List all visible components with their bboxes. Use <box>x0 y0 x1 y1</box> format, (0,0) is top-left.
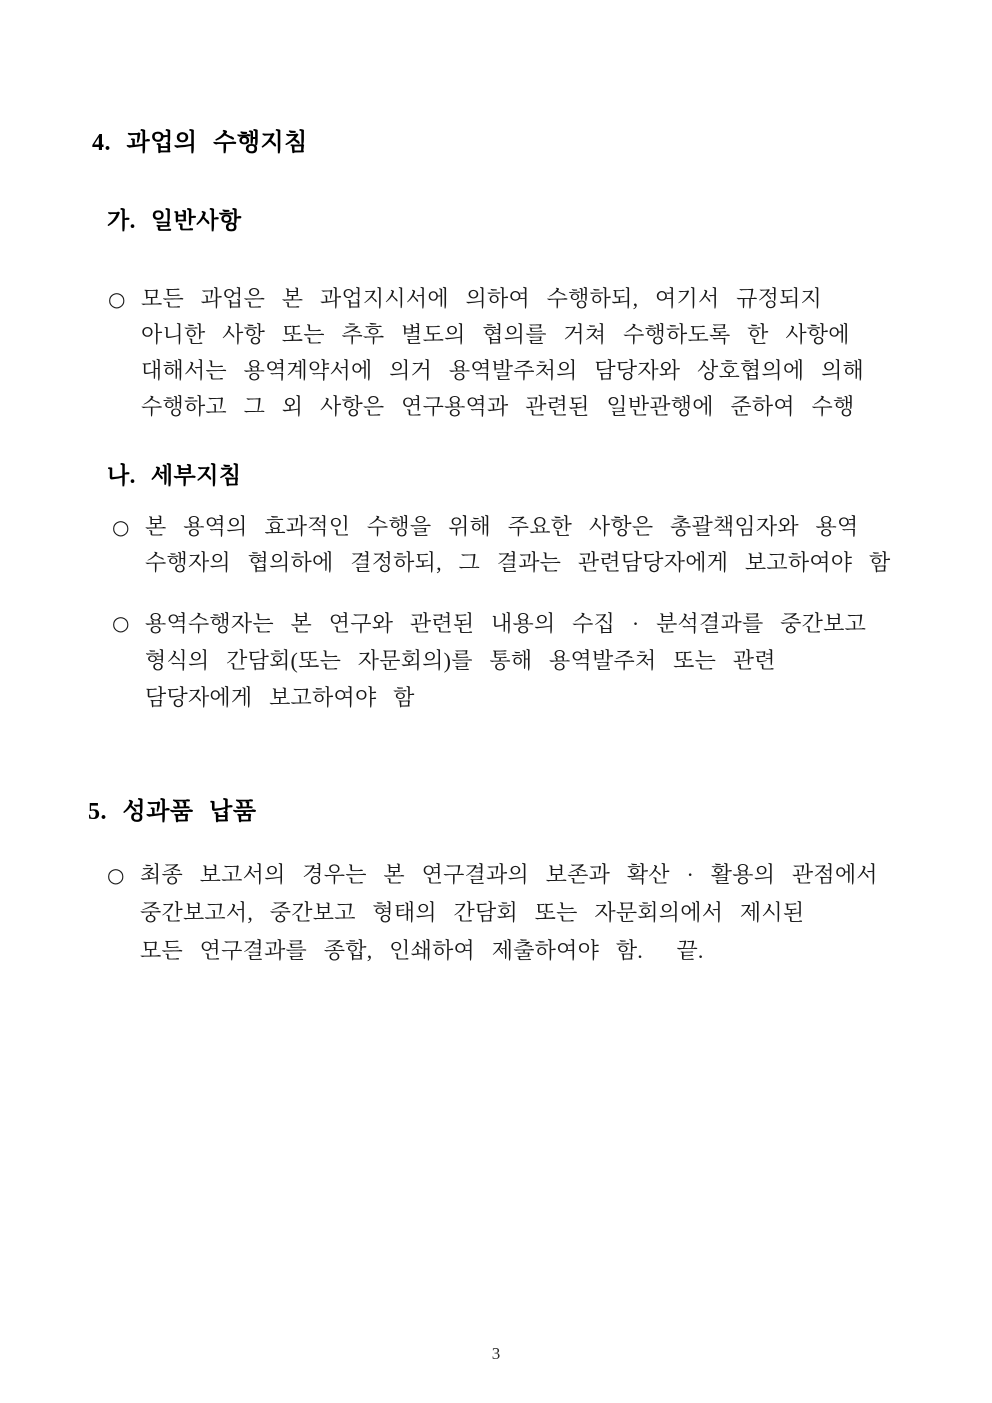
bullet-text <box>145 509 890 581</box>
bullet-line: 대해서는 용역계약서에 의거 용역발주처의 담당자와 상호협의에 의해 <box>141 358 865 383</box>
bullet-line: 수행자의 협의하에 결정하되, 그 결과는 관련담당자에게 보고하여야 함 <box>145 550 891 575</box>
bullet-line: 용역수행자는 본 연구와 관련된 내용의 수집 · 분석결과를 중간보고 <box>145 611 867 636</box>
circle-bullet-icon: ○ <box>112 611 130 635</box>
bullet-line: 최종 보고서의 경우는 본 연구결과의 보존과 확산 · 활용의 관점에서 <box>140 862 878 887</box>
bullet-item <box>112 605 866 716</box>
bullet-line: 모든 과업은 본 과업지시서에 의하여 수행하되, 여기서 규정되지 <box>141 286 823 311</box>
bullet-item <box>108 281 864 425</box>
circle-bullet-icon: ○ <box>108 287 126 311</box>
bullet-line: 본 용역의 효과적인 수행을 위해 주요한 사항은 총괄책임자와 용역 <box>145 514 859 539</box>
section-heading-4: 4. 과업의 수행지침 <box>92 130 308 156</box>
subsection-heading-ga: 가. 일반사항 <box>107 208 242 233</box>
bullet-line: 모든 연구결과를 종합, 인쇄하여 제출하여야 함. 끝. <box>140 938 704 963</box>
subsection-heading-na: 나. 세부지침 <box>107 463 242 488</box>
bullet-item <box>112 509 890 581</box>
bullet-line: 아니한 사항 또는 추후 별도의 협의를 거쳐 수행하도록 한 사항에 <box>141 322 850 347</box>
circle-bullet-icon: ○ <box>112 515 130 539</box>
bullet-line: 중간보고서, 중간보고 형태의 간담회 또는 자문회의에서 제시된 <box>140 900 805 925</box>
bullet-line: 형식의 간담회(또는 자문회의)를 통해 용역발주처 또는 관련 <box>145 648 776 673</box>
bullet-item <box>107 856 878 970</box>
bullet-text <box>140 856 878 970</box>
section-heading-5: 5. 성과품 납품 <box>88 799 257 825</box>
circle-bullet-icon: ○ <box>107 863 125 887</box>
page-number: 3 <box>491 1344 501 1363</box>
bullet-text <box>145 605 866 716</box>
bullet-line: 수행하고 그 외 사항은 연구용역과 관련된 일반관행에 준하여 수행 <box>141 394 855 419</box>
bullet-line: 담당자에게 보고하여야 함 <box>145 685 415 710</box>
bullet-text <box>141 281 864 425</box>
